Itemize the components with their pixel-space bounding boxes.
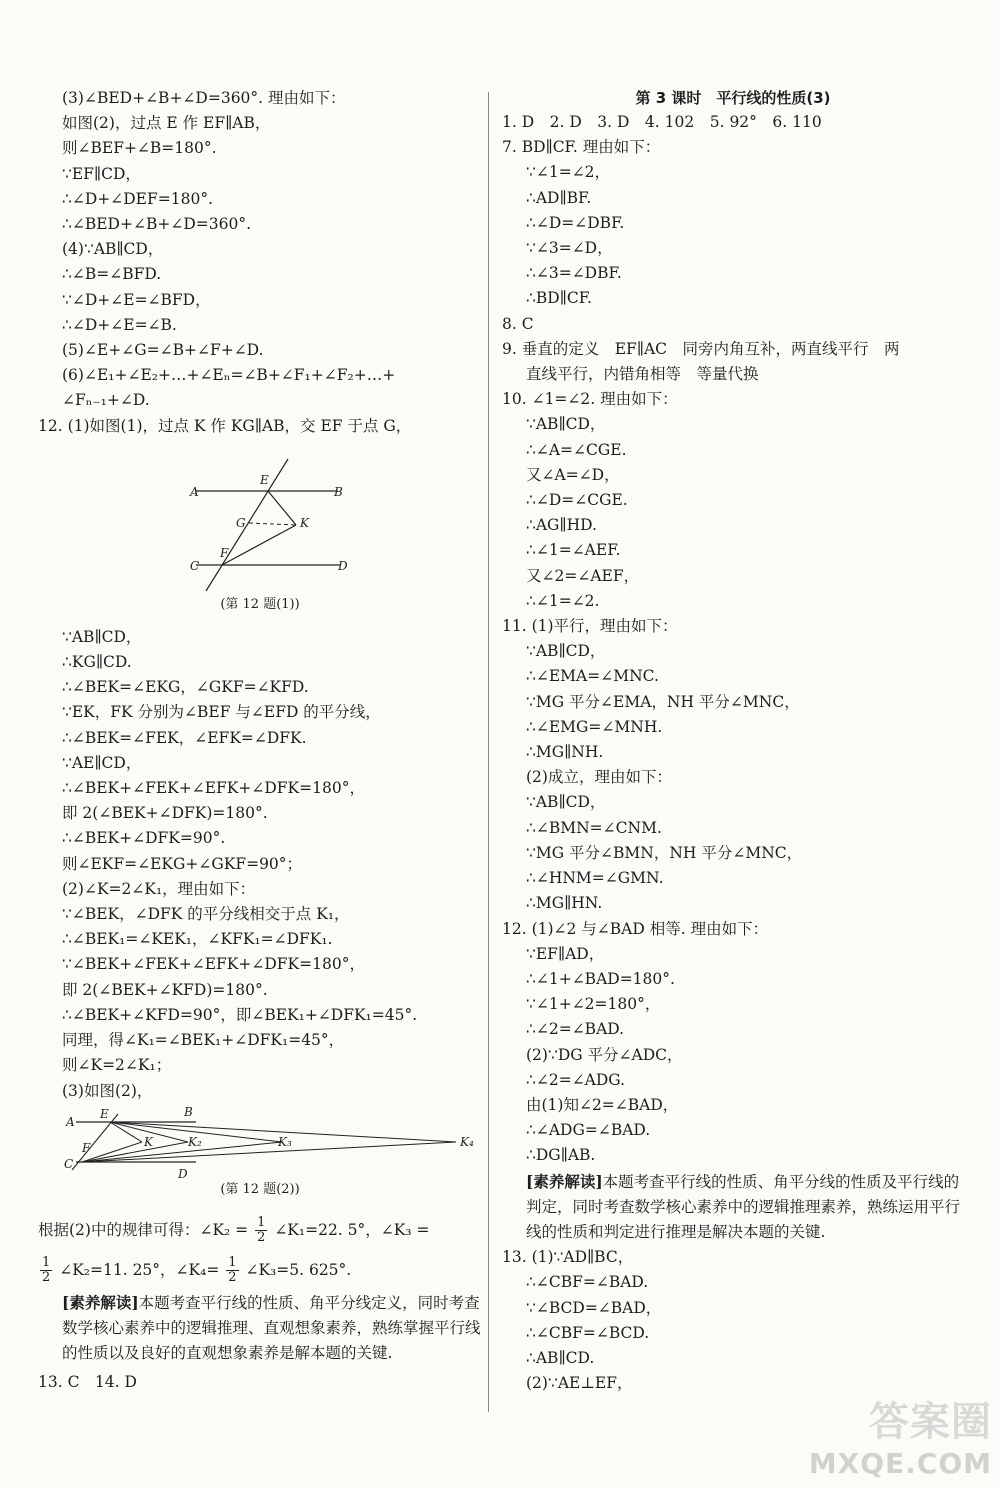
answer-line: ∴DG∥AB. bbox=[526, 1146, 596, 1165]
figure-12-2 bbox=[38, 1104, 482, 1180]
answer-line: ∵AB∥CD， bbox=[526, 793, 606, 812]
fig1-label-f: F bbox=[220, 545, 229, 560]
answer-line: ∠Fₙ₋₁+∠D. bbox=[62, 391, 150, 410]
left-literacy-tag: [素养解读] bbox=[62, 1292, 139, 1312]
answer-line: 则∠K=2∠K₁； bbox=[62, 1056, 172, 1075]
answer-line: ∴∠A=∠CGE. bbox=[526, 440, 627, 459]
answer-line: ∴∠BMN=∠CNM. bbox=[526, 818, 662, 837]
answer-line: ∴∠B=∠BFD. bbox=[62, 265, 162, 284]
half-den-2: 2 bbox=[42, 1270, 51, 1286]
answer-line: ∵EF∥CD， bbox=[62, 164, 141, 183]
figure-12-1 bbox=[38, 439, 482, 609]
fig2-label-k3: K₃ bbox=[278, 1134, 292, 1149]
half-num-1: 1 bbox=[257, 1215, 266, 1231]
answer-line: 1. D 2. D 3. D 4. 102 5. 92° 6. 110 bbox=[502, 113, 822, 131]
answer-line: ∵AE∥CD， bbox=[62, 753, 142, 772]
answer-line: 即 2(∠BEK+∠DFK)=180°. bbox=[62, 804, 268, 823]
right-literacy-tag: [素养解读] bbox=[526, 1171, 603, 1191]
answer-line: ∴∠BEK+∠KFD=90°，即∠BEK₁+∠DFK₁=45°. bbox=[62, 1005, 418, 1024]
half-den-1: 2 bbox=[257, 1230, 266, 1246]
left-literacy-note bbox=[38, 1290, 482, 1367]
answer-line: (3)∠BED+∠B+∠D=360°. 理由如下： bbox=[62, 89, 346, 107]
left-literacy-text: 本题考查平行线的性质、角平分线定义，同时考查数学核心素养中的逻辑推理、直观想象素养，熟练掌握平行线的性质以及良好的直观想象素养是解本题的关键. bbox=[62, 1293, 481, 1363]
right-lines-c bbox=[502, 1245, 964, 1396]
figure-12-2-svg bbox=[38, 1104, 482, 1180]
right-literacy-text: 本题考查平行线的性质、角平分线的性质及平行线的判定，同时考查数学核心素养中的逻辑推理素养，熟练运用平行线的性质和判定进行推理是解决本题的关键. bbox=[526, 1172, 961, 1241]
watermark-en: MXQE.COM bbox=[808, 1447, 992, 1480]
fig2-label-e: E bbox=[100, 1106, 109, 1121]
answer-line: 9. 垂直的定义 EF∥AC 同旁内角互补，两直线平行 两 bbox=[502, 339, 900, 358]
fig1-label-b: B bbox=[334, 484, 343, 499]
answer-line: 7. BD∥CF. 理由如下： bbox=[502, 138, 661, 157]
left-lines-a bbox=[38, 86, 482, 414]
answer-line: 由(1)知∠2=∠BAD， bbox=[526, 1095, 679, 1114]
answer-line: ∵AB∥CD， bbox=[62, 627, 142, 646]
answer-line: (5)∠E+∠G=∠B+∠F+∠D. bbox=[62, 341, 264, 360]
column-divider bbox=[488, 92, 489, 1412]
answer-line: ∴∠BED+∠B+∠D=360°. bbox=[62, 215, 251, 234]
answer-line: 11. (1)平行，理由如下： bbox=[502, 617, 678, 636]
right-lines bbox=[502, 110, 964, 1169]
answer-line: ∵∠1=∠2， bbox=[526, 163, 611, 182]
right-literacy-note bbox=[502, 1169, 964, 1246]
left-last-line: 13. C 14. D bbox=[38, 1373, 137, 1392]
answer-line: 13. (1)∵AD∥BC， bbox=[502, 1248, 634, 1267]
fig2-label-k2: K₂ bbox=[188, 1134, 202, 1149]
rule-line-1 bbox=[38, 1210, 482, 1250]
figure-12-1-svg bbox=[38, 439, 482, 609]
answer-line: ∴∠D+∠E=∠B. bbox=[62, 315, 177, 334]
half-fraction-1 bbox=[255, 1216, 267, 1245]
answer-line: ∴∠BEK=∠FEK，∠EFK=∠DFK. bbox=[62, 728, 307, 747]
fig2-label-a: A bbox=[66, 1114, 75, 1129]
answer-line: ∴AG∥HD. bbox=[526, 516, 597, 535]
answer-line: ∴∠EMG=∠MNH. bbox=[526, 717, 663, 736]
answer-line: ∵MG 平分∠BMN，NH 平分∠MNC， bbox=[526, 843, 803, 862]
fig2-label-b: B bbox=[184, 1104, 193, 1119]
fig2-label-c: C bbox=[64, 1156, 74, 1171]
answer-line: ∵∠3=∠D， bbox=[526, 239, 613, 258]
fig2-label-k: K bbox=[144, 1134, 153, 1149]
answer-line: ∴∠3=∠DBF. bbox=[526, 264, 622, 283]
answer-line: ∵MG 平分∠EMA，NH 平分∠MNC， bbox=[526, 692, 800, 711]
answer-line: ∵∠BEK，∠DFK 的平分线相交于点 K₁， bbox=[62, 905, 350, 924]
answer-line: ∴∠BEK=∠EKG，∠GKF=∠KFD. bbox=[62, 678, 309, 697]
q12-head: 12. (1)如图(1)，过点 K 作 KG∥AB，交 EF 于点 G， bbox=[38, 416, 412, 435]
fig2-label-f: F bbox=[82, 1140, 91, 1155]
answer-line: 直线平行，内错角相等 等量代换 bbox=[526, 365, 759, 384]
fig2-label-d: D bbox=[178, 1166, 188, 1180]
answer-line: (2)∵DG 平分∠ADC， bbox=[526, 1045, 683, 1064]
answer-line: ∴∠HNM=∠GMN. bbox=[526, 869, 664, 888]
answer-line: ∵∠D+∠E=∠BFD， bbox=[62, 290, 211, 309]
answer-line: ∴∠BEK+∠DFK=90°. bbox=[62, 829, 226, 848]
rule-line-2 bbox=[38, 1250, 482, 1290]
fig1-label-e: E bbox=[260, 472, 269, 487]
answer-line: ∴∠CBF=∠BAD. bbox=[526, 1273, 649, 1292]
rule2-post1: ∠K₂=11. 25°，∠K₄= bbox=[59, 1260, 220, 1279]
answer-line: 即 2(∠BEK+∠KFD)=180°. bbox=[62, 980, 268, 999]
fig1-label-d: D bbox=[338, 558, 348, 573]
fig1-label-a: A bbox=[190, 484, 199, 499]
lesson-title: 第 3 课时 平行线的性质(3) bbox=[635, 89, 831, 107]
answer-line: 又∠A=∠D， bbox=[526, 465, 620, 484]
answer-line: ∴∠D=∠CGE. bbox=[526, 491, 628, 510]
figure-12-1-caption: (第 12 题(1)) bbox=[220, 596, 300, 612]
rule1-pre: 根据(2)中的规律可得：∠K₂ = bbox=[38, 1220, 249, 1239]
answer-line: (2)∠K=2∠K₁，理由如下： bbox=[62, 879, 256, 898]
answer-line: ∴∠2=∠ADG. bbox=[526, 1070, 626, 1089]
answer-line: 12. (1)∠2 与∠BAD 相等. 理由如下： bbox=[502, 919, 769, 938]
answer-line: (6)∠E₁+∠E₂+…+∠Eₙ=∠B+∠F₁+∠F₂+…+ bbox=[62, 366, 396, 385]
answer-line: 则∠EKF=∠EKG+∠GKF=90°； bbox=[62, 854, 303, 873]
answer-line: 同理，得∠K₁=∠BEK₁+∠DFK₁=45°， bbox=[62, 1031, 345, 1050]
answer-line: 则∠BEF+∠B=180°. bbox=[62, 139, 217, 158]
answer-line: ∴∠D=∠DBF. bbox=[526, 213, 625, 232]
right-column bbox=[502, 86, 964, 1396]
answer-line: 如图(2)，过点 E 作 EF∥AB， bbox=[62, 114, 271, 133]
answer-line: ∴∠D+∠DEF=180°. bbox=[62, 189, 213, 208]
answer-line: ∵AB∥CD， bbox=[526, 642, 606, 661]
answer-line: ∴AB∥CD. bbox=[526, 1348, 595, 1367]
answer-line: (3)如图(2)， bbox=[62, 1081, 153, 1100]
rule2-post2: ∠K₃=5. 625°. bbox=[245, 1260, 352, 1279]
answer-line: ∴∠BEK₁=∠KEK₁，∠KFK₁=∠DFK₁. bbox=[62, 930, 333, 949]
left-lines-b bbox=[38, 625, 482, 1104]
answer-line: ∴MG∥HN. bbox=[526, 894, 603, 913]
answer-line: ∴∠1=∠2. bbox=[526, 591, 600, 610]
fig1-label-k: K bbox=[300, 515, 309, 530]
half-num-2: 1 bbox=[42, 1255, 51, 1271]
half-den-3: 2 bbox=[228, 1270, 237, 1286]
answer-line: 又∠2=∠AEF， bbox=[526, 566, 640, 585]
answer-line: ∴BD∥CF. bbox=[526, 289, 592, 308]
answer-line: ∴∠CBF=∠BCD. bbox=[526, 1323, 650, 1342]
watermark-cn: 答案圈 bbox=[869, 1399, 992, 1445]
fig1-label-c: C bbox=[190, 558, 200, 573]
answer-line: (2)成立，理由如下： bbox=[526, 768, 672, 787]
answer-line: ∴MG∥NH. bbox=[526, 743, 604, 762]
fig2-label-k4: K₄ bbox=[460, 1134, 474, 1149]
answer-line: ∴∠ADG=∠BAD. bbox=[526, 1121, 651, 1140]
half-num-3: 1 bbox=[228, 1255, 237, 1271]
answer-line: ∵∠1+∠2=180°， bbox=[526, 995, 661, 1014]
answer-line: ∴∠EMA=∠MNC. bbox=[526, 667, 659, 686]
left-column bbox=[38, 86, 482, 1396]
answer-line: ∴KG∥CD. bbox=[62, 653, 132, 672]
answer-line: 8. C bbox=[502, 314, 534, 333]
answer-line: 10. ∠1=∠2. 理由如下： bbox=[502, 390, 678, 409]
answer-line: (2)∵AE⊥EF， bbox=[526, 1374, 633, 1393]
answer-line: ∵∠BCD=∠BAD， bbox=[526, 1298, 662, 1317]
answer-line: ∵EF∥AD， bbox=[526, 944, 605, 963]
half-fraction-3 bbox=[226, 1256, 238, 1285]
half-fraction-2 bbox=[40, 1256, 52, 1285]
answer-line: ∵AB∥CD， bbox=[526, 415, 606, 434]
answer-line: ∴∠2=∠BAD. bbox=[526, 1020, 625, 1039]
answer-line: ∴AD∥BF. bbox=[526, 188, 592, 207]
answer-line: ∴∠1=∠AEF. bbox=[526, 541, 621, 560]
watermark bbox=[809, 1390, 992, 1480]
answer-line: ∴∠BEK+∠FEK+∠EFK+∠DFK=180°， bbox=[62, 779, 365, 798]
fig1-label-g: G bbox=[236, 515, 246, 530]
answer-line: ∵∠BEK+∠FEK+∠EFK+∠DFK=180°， bbox=[62, 955, 365, 974]
figure-12-2-caption: (第 12 题(2)) bbox=[220, 1181, 300, 1197]
answer-line: (4)∵AB∥CD， bbox=[62, 240, 164, 259]
answer-line: ∵EK，FK 分别为∠BEF 与∠EFD 的平分线， bbox=[62, 703, 381, 722]
rule1-post: ∠K₁=22. 5°，∠K₃ = bbox=[274, 1220, 430, 1239]
answer-line: ∴∠1+∠BAD=180°. bbox=[526, 969, 675, 988]
